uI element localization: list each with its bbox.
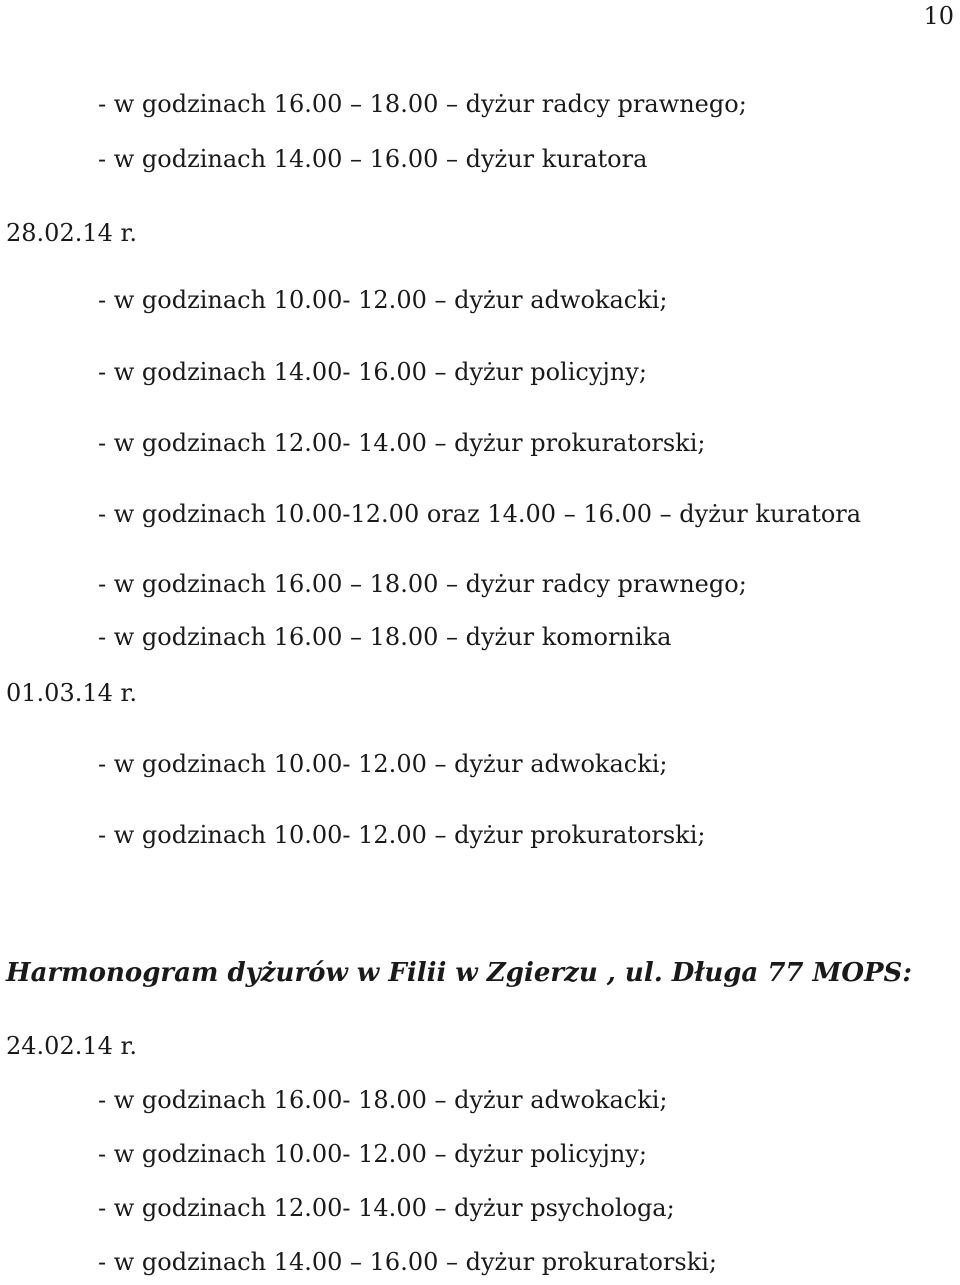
schedule-line: - w godzinach 10.00-12.00 oraz 14.00 – 16.00 – dyżur kuratora — [98, 500, 862, 528]
schedule-line: - w godzinach 14.00 – 16.00 – dyżur kuratora — [98, 145, 648, 173]
schedule-line: - w godzinach 16.00- 18.00 – dyżur adwokacki; — [98, 1086, 668, 1114]
schedule-line: - w godzinach 16.00 – 18.00 – dyżur radcy prawnego; — [98, 570, 747, 598]
schedule-line: - w godzinach 12.00- 14.00 – dyżur psychologa; — [98, 1194, 675, 1222]
schedule-line: - w godzinach 12.00- 14.00 – dyżur prokuratorski; — [98, 429, 706, 457]
schedule-line: - w godzinach 14.00- 16.00 – dyżur policyjny; — [98, 358, 647, 386]
date-heading: 28.02.14 r. — [6, 219, 137, 247]
date-heading: 24.02.14 r. — [6, 1032, 137, 1060]
schedule-line: - w godzinach 10.00- 12.00 – dyżur policyjny; — [98, 1140, 647, 1168]
schedule-line: - w godzinach 16.00 – 18.00 – dyżur radcy prawnego; — [98, 90, 747, 118]
schedule-line: - w godzinach 10.00- 12.00 – dyżur adwokacki; — [98, 750, 668, 778]
schedule-line: - w godzinach 14.00 – 16.00 – dyżur prokuratorski; — [98, 1248, 718, 1276]
page-number: 10 — [923, 2, 954, 30]
schedule-line: - w godzinach 10.00- 12.00 – dyżur adwokacki; — [98, 286, 668, 314]
schedule-line: - w godzinach 16.00 – 18.00 – dyżur komornika — [98, 623, 672, 651]
schedule-line: - w godzinach 10.00- 12.00 – dyżur prokuratorski; — [98, 821, 706, 849]
section-heading: Harmonogram dyżurów w Filii w Zgierzu , ul. Długa 77 MOPS: — [6, 958, 912, 988]
date-heading: 01.03.14 r. — [6, 679, 137, 707]
